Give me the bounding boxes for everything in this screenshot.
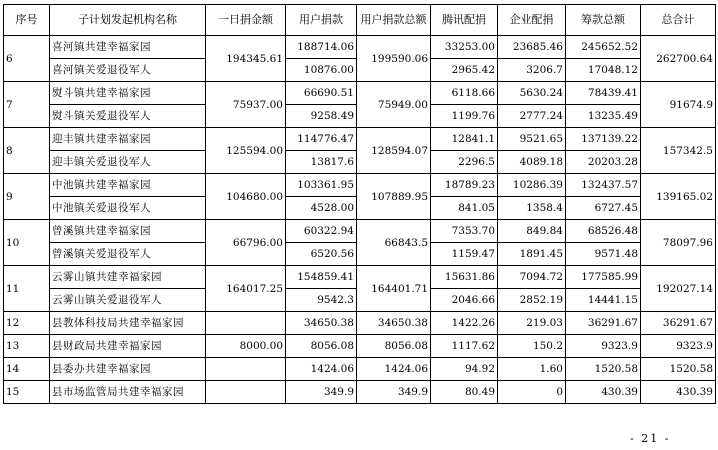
cell-enterprise: 1.60: [498, 358, 566, 381]
cell-tencent: 841.05: [431, 197, 498, 220]
table-row: [4, 174, 716, 197]
cell-raised: 78439.41: [566, 82, 641, 105]
cell-seq: 9: [4, 174, 50, 220]
cell-seq: 15: [4, 381, 50, 404]
cell-enterprise: 4089.18: [498, 151, 566, 174]
cell-daily: 164017.25: [206, 266, 286, 312]
cell-user-total: 164401.71: [357, 266, 431, 312]
header-daily: 一日捐金额: [206, 5, 286, 36]
cell-name: 县市场监管局共建幸福家园: [50, 381, 206, 404]
cell-name: 迎丰镇关爱退役军人: [50, 151, 206, 174]
cell-grand: 262700.64: [641, 36, 716, 82]
cell-tencent: 7353.70: [431, 220, 498, 243]
cell-grand: 91674.9: [641, 82, 716, 128]
cell-tencent: 2965.42: [431, 59, 498, 82]
cell-name: 迎丰镇共建幸福家园: [50, 128, 206, 151]
cell-tencent: 6118.66: [431, 82, 498, 105]
cell-daily: [206, 312, 286, 335]
cell-raised: 20203.28: [566, 151, 641, 174]
cell-user: 188714.06: [286, 36, 357, 59]
cell-seq: 11: [4, 266, 50, 312]
cell-user: 103361.95: [286, 174, 357, 197]
table-row: [4, 36, 716, 59]
cell-raised: 137139.22: [566, 128, 641, 151]
cell-name: 曾溪镇关爱退役军人: [50, 243, 206, 266]
cell-grand: 157342.5: [641, 128, 716, 174]
cell-enterprise: 1891.45: [498, 243, 566, 266]
cell-tencent: 1422.26: [431, 312, 498, 335]
cell-seq: 7: [4, 82, 50, 128]
cell-daily: 66796.00: [206, 220, 286, 266]
cell-name: 云雾山镇关爱退役军人: [50, 289, 206, 312]
cell-enterprise: 1358.4: [498, 197, 566, 220]
table-row: [4, 358, 716, 381]
cell-daily: [206, 381, 286, 404]
cell-seq: 13: [4, 335, 50, 358]
cell-enterprise: 0: [498, 381, 566, 404]
cell-name: 喜河镇共建幸福家园: [50, 36, 206, 59]
cell-name: 熨斗镇关爱退役军人: [50, 105, 206, 128]
cell-enterprise: 2852.19: [498, 289, 566, 312]
header-row: [4, 5, 716, 36]
table-row: [4, 335, 716, 358]
header-seq: 序号: [4, 5, 50, 36]
table-row: [4, 220, 716, 243]
cell-user: 6520.56: [286, 243, 357, 266]
cell-tencent: 1117.62: [431, 335, 498, 358]
header-grand: 总合计: [641, 5, 716, 36]
cell-raised: 9323.9: [566, 335, 641, 358]
header-enterprise: 企业配捐: [498, 5, 566, 36]
cell-raised: 9571.48: [566, 243, 641, 266]
cell-user-total: 8056.08: [357, 335, 431, 358]
cell-seq: 12: [4, 312, 50, 335]
cell-user-total: 349.9: [357, 381, 431, 404]
cell-name: 县财政局共建幸福家园: [50, 335, 206, 358]
cell-name: 云雾山镇共建幸福家园: [50, 266, 206, 289]
header-user: 用户捐款: [286, 5, 357, 36]
cell-raised: 68526.48: [566, 220, 641, 243]
cell-user: 154859.41: [286, 266, 357, 289]
cell-name: 中池镇关爱退役军人: [50, 197, 206, 220]
table-row: [4, 82, 716, 105]
cell-enterprise: 10286.39: [498, 174, 566, 197]
cell-enterprise: 219.03: [498, 312, 566, 335]
cell-daily: 125594.00: [206, 128, 286, 174]
cell-raised: 14441.15: [566, 289, 641, 312]
cell-daily: 194345.61: [206, 36, 286, 82]
cell-name: 熨斗镇共建幸福家园: [50, 82, 206, 105]
cell-tencent: 1159.47: [431, 243, 498, 266]
table-row: [4, 381, 716, 404]
cell-raised: 13235.49: [566, 105, 641, 128]
cell-grand: 36291.67: [641, 312, 716, 335]
cell-tencent: 12841.1: [431, 128, 498, 151]
cell-user-total: 128594.07: [357, 128, 431, 174]
cell-seq: 10: [4, 220, 50, 266]
header-user-total: 用户捐款总额: [357, 5, 431, 36]
cell-user: 114776.47: [286, 128, 357, 151]
cell-enterprise: 23685.46: [498, 36, 566, 59]
cell-user: 4528.00: [286, 197, 357, 220]
cell-enterprise: 150.2: [498, 335, 566, 358]
cell-user-total: 75949.00: [357, 82, 431, 128]
cell-daily: [206, 358, 286, 381]
cell-daily: 104680.00: [206, 174, 286, 220]
cell-name: 中池镇共建幸福家园: [50, 174, 206, 197]
header-name: 子计划发起机构名称: [50, 5, 206, 36]
table-row: [4, 128, 716, 151]
cell-tencent: 2046.66: [431, 289, 498, 312]
table-row: [4, 266, 716, 289]
cell-name: 县委办共建幸福家园: [50, 358, 206, 381]
cell-tencent: 15631.86: [431, 266, 498, 289]
cell-user-total: 66843.5: [357, 220, 431, 266]
cell-tencent: 18789.23: [431, 174, 498, 197]
cell-user: 9542.3: [286, 289, 357, 312]
cell-user: 34650.38: [286, 312, 357, 335]
cell-raised: 177585.99: [566, 266, 641, 289]
cell-seq: 14: [4, 358, 50, 381]
cell-user: 13817.6: [286, 151, 357, 174]
cell-enterprise: 5630.24: [498, 82, 566, 105]
header-tencent: 腾讯配捐: [431, 5, 498, 36]
cell-grand: 430.39: [641, 381, 716, 404]
cell-raised: 132437.57: [566, 174, 641, 197]
table-body: [4, 36, 716, 404]
cell-tencent: 1199.76: [431, 105, 498, 128]
cell-enterprise: 2777.24: [498, 105, 566, 128]
cell-daily: 75937.00: [206, 82, 286, 128]
cell-user: 66690.51: [286, 82, 357, 105]
header-raised: 筹款总额: [566, 5, 641, 36]
cell-raised: 17048.12: [566, 59, 641, 82]
cell-raised: 36291.67: [566, 312, 641, 335]
page-number: - 21 -: [630, 432, 671, 445]
cell-seq: 6: [4, 36, 50, 82]
cell-user: 8056.08: [286, 335, 357, 358]
cell-grand: 78097.96: [641, 220, 716, 266]
cell-seq: 8: [4, 128, 50, 174]
cell-daily: 8000.00: [206, 335, 286, 358]
cell-user-total: 1424.06: [357, 358, 431, 381]
cell-user-total: 199590.06: [357, 36, 431, 82]
cell-tencent: 2296.5: [431, 151, 498, 174]
cell-enterprise: 7094.72: [498, 266, 566, 289]
cell-grand: 1520.58: [641, 358, 716, 381]
donation-table: [3, 4, 716, 404]
cell-enterprise: 849.84: [498, 220, 566, 243]
table-row: [4, 312, 716, 335]
cell-grand: 139165.02: [641, 174, 716, 220]
cell-raised: 1520.58: [566, 358, 641, 381]
cell-name: 曾溪镇共建幸福家园: [50, 220, 206, 243]
cell-user: 349.9: [286, 381, 357, 404]
cell-tencent: 80.49: [431, 381, 498, 404]
cell-enterprise: 3206.7: [498, 59, 566, 82]
cell-user-total: 107889.95: [357, 174, 431, 220]
cell-grand: 192027.14: [641, 266, 716, 312]
cell-tencent: 94.92: [431, 358, 498, 381]
cell-user: 60322.94: [286, 220, 357, 243]
cell-raised: 430.39: [566, 381, 641, 404]
cell-name: 喜河镇关爱退役军人: [50, 59, 206, 82]
cell-tencent: 33253.00: [431, 36, 498, 59]
cell-raised: 245652.52: [566, 36, 641, 59]
cell-name: 县教体科技局共建幸福家园: [50, 312, 206, 335]
cell-user: 10876.00: [286, 59, 357, 82]
cell-raised: 6727.45: [566, 197, 641, 220]
cell-user: 9258.49: [286, 105, 357, 128]
cell-grand: 9323.9: [641, 335, 716, 358]
cell-user-total: 34650.38: [357, 312, 431, 335]
cell-user: 1424.06: [286, 358, 357, 381]
cell-enterprise: 9521.65: [498, 128, 566, 151]
